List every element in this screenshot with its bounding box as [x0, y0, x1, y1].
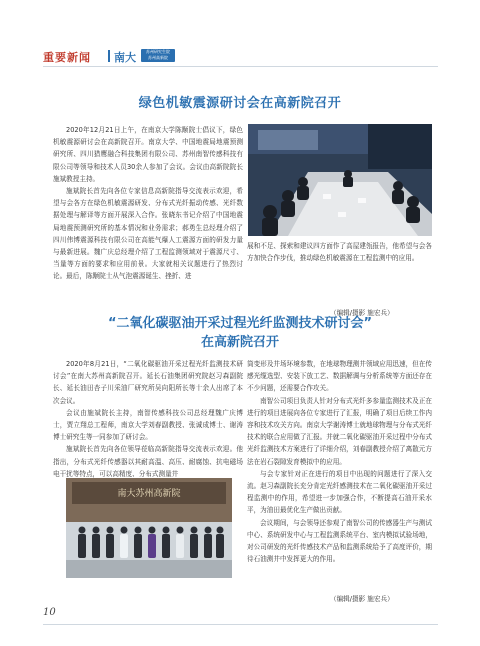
footer-rule — [43, 624, 438, 625]
article2-paragraph: 筒变形及井场环境参数，在地球物理测井领域应用迅速，但在传感光缆选型、安装下放工艺、数据解调与分析系统等方面还存在不少问题，还需要合作攻关。 — [247, 360, 432, 393]
article1-paragraph: 施斌院长首先向各位专家信息高新院指导交流表示欢迎，希望与会各方在绿色机敏震源研发、分布式光纤振动传感、光纤数据处理与解译等方面开展深入合作。张晓东书记介绍了中国地震局地震预测研究所的基本情况和业务需求；郝勇生总经理介绍了四川伟博震源科技有限公司在高能气爆人工震源方面的研发力量与最新进展。魏广庆总经理介绍了工程监测领域对于震源尺寸、当量等方面的要求和应用前景。大家就相关议题进行了热烈讨论。最后，陈颙院士从气泡震源诞生、挫折、进 — [53, 187, 243, 281]
article2-paragraph: 会议由施斌院长主持，南智传感科技公司总经理魏广庆博士，贾立翔总工程师，南京大学刘春副教授、张诚成博士、谢涛博士研究生等一同参加了研讨会。 — [53, 408, 243, 442]
group-photo — [66, 478, 232, 578]
article2-title-line1: “二氧化碳驱油开采过程光纤监测技术研讨会” — [107, 316, 373, 331]
article2-paragraph: 南智公司项目负责人针对分布式光纤多参量监测技术及正在进行的项目进展向各位专家进行了汇报，明确了项目后续工作内容和技术攻关方向。南京大学谢涛博士就地球物理与分布式光纤技术的联合应用做了汇报。并就二氧化碳驱油开采过程中分布式光纤监测技术方案进行了详细介绍，刘春副教授介绍了离散元方法在岩石裂隙发育模拟中的应用。 — [247, 396, 432, 466]
meeting-photo — [248, 124, 432, 236]
building-sign: 南大苏州高新院 — [117, 489, 181, 499]
article2-column-left — [53, 358, 243, 480]
article2-title-line2: 在高新院召开 — [200, 335, 279, 350]
brand-name: 南大 — [114, 51, 136, 64]
article1-column-right — [247, 240, 432, 264]
section-title: 重要新闻 — [43, 51, 91, 64]
page-number: 10 — [43, 607, 56, 618]
article1-credit: （编辑/摄影 施宏兵） — [330, 309, 394, 317]
article2-paragraph: 与会专家针对正在进行的项目中出现的问题进行了深入交流。赵习森副院长充分肯定光纤感测技术在二氧化碳驱油开采过程监测中的作用，希望进一步加强合作，不断提高石油开采水平，为油田最优化生产做出贡献。 — [247, 469, 432, 515]
brand-badge-line2: 苏州高新院 — [148, 55, 168, 60]
article2-paragraph: 施斌院长首先向各位领导莅临高新院指导交流表示欢迎。他指出，分布式光纤传感器以其耐高温、高压、耐腐蚀、抗电磁场电干扰等特点，可以高精度、分布式测量井 — [53, 445, 243, 478]
article2-column-right — [247, 358, 432, 565]
header-rule — [43, 66, 438, 67]
section-divider — [108, 50, 110, 62]
article1-column-left — [53, 124, 243, 283]
article1-paragraph: 展和不足、探索和建议四方面作了高屋建瓴报告，他希望与会各方加快合作步伐，推动绿色机敏震源在工程监测中的应用。 — [247, 242, 432, 263]
article2-credit: （编辑/摄影 施宏兵） — [330, 595, 394, 603]
article2-paragraph: 2020年8月21日，“二氧化碳驱油开采过程光纤监测技术研讨会”在南大苏州高新院召开。延长石油集团研究院赵习森副院长、延长油田杏子川采油厂研究所吴向阳所长等十余人出席了本次会议。 — [53, 360, 243, 405]
brand-badge — [141, 49, 175, 62]
brand-badge-line1: 苏州研究生院 — [146, 49, 170, 54]
article1-paragraph: 2020年12月21日上午，在南京大学陈颙院士倡议下，绿色机敏震源研讨会在高新院召开。南京大学、中国地震局地震预测研究所、四川猎鹰融合科技集团有限公司、苏州南智传感科技有限公司等领导和技术人员30余人参加了会议。会议由高新院院长施斌教授主持。 — [53, 126, 243, 183]
article2-paragraph: 会议期间，与会领导还参观了南智公司的传感器生产与测试中心、系统研发中心与工程监测系统平台、室内模拟试验场地，对公司研发的光纤传感技术产品和监测系统给予了高度评价，期待石油测井中发挥更大的作用。 — [247, 518, 432, 564]
article1-title: 绿色机敏震源研讨会在高新院召开 — [138, 96, 342, 111]
